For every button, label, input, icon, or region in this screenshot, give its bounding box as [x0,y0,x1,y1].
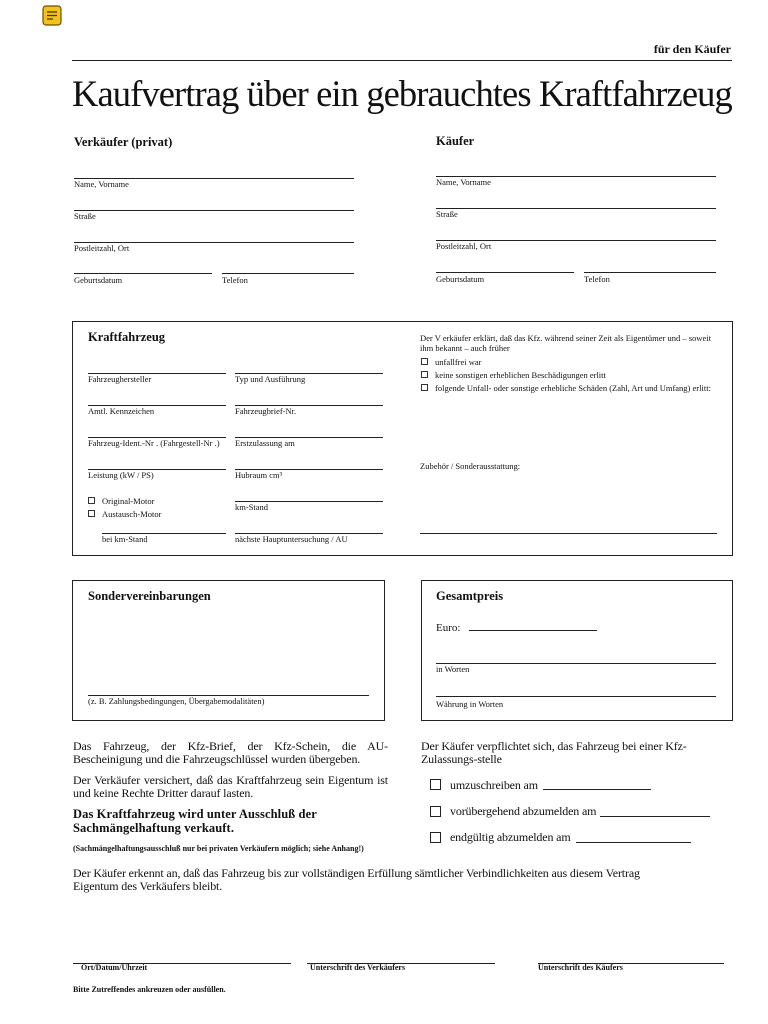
seller-name-label: Name, Vorname [74,179,129,189]
final-deregister-checkbox[interactable] [430,832,441,843]
displacement-label: Hubraum cm³ [235,470,283,480]
km-stand-label: km-Stand [235,502,269,512]
in-words-label: in Worten [436,664,470,674]
temp-deregister-label: vorübergehend abzumelden am [450,804,597,818]
seller-street-label: Straße [74,211,96,221]
exchange-engine-label: Austausch-Motor [102,509,162,519]
currency-words-line[interactable] [436,696,716,697]
ownership-text: Der Verkäufer versichert, daß das Kraftfahrzeug sein Eigentum ist und keine Rechte Dritter darauf lasten. [73,773,388,800]
special-hint: (z. B. Zahlungsbedingungen, Übergabemodalitäten) [88,696,265,706]
seller-signature-label: Unterschrift des Verkäufers [310,963,406,972]
exchange-engine-checkbox[interactable] [88,510,95,517]
place-date-label: Ort/Datum/Uhrzeit [81,963,148,972]
reregister-checkbox[interactable] [430,779,441,790]
euro-label: Euro: [436,622,461,634]
accident-free-label: unfallfrei war [435,357,482,367]
buyer-street-line[interactable] [436,208,716,209]
first-reg-label: Erstzulassung am [235,438,295,448]
temp-deregister-line[interactable] [600,816,710,817]
reregister-label: umzuschreiben am [450,778,538,792]
buyer-name-label: Name, Vorname [436,177,491,187]
header-rule [72,60,732,61]
page-title: Kaufvertrag über ein gebrauchtes Kraftfahrzeug [72,73,732,114]
plate-label: Amtl. Kennzeichen [88,406,155,416]
letter-no-label: Fahrzeugbrief-Nr. [235,406,297,416]
euro-line[interactable] [469,630,597,631]
power-label: Leistung (kW / PS) [88,470,154,480]
retention-text: Der Käufer erkennt an, daß das Fahrzeug bis zur vollständigen Erfüllung sämtlicher Verbindlichkeiten aus diesem Vertrag Eigentum des Verkäufers bleibt. [73,866,640,893]
copy-label: für den Käufer [653,42,731,56]
accessories-line[interactable] [420,533,717,534]
next-inspection-label: nächste Hauptuntersuchung / AU [235,534,348,544]
sticky-note-icon[interactable] [42,5,62,27]
buyer-signature-label: Unterschrift des Käufers [538,963,623,972]
footer-instruction: Bitte Zutreffendes ankreuzen oder ausfüllen. [73,985,226,994]
buyer-city-label: Postleitzahl, Ort [436,241,492,251]
final-deregister-line[interactable] [576,842,691,843]
no-damage-checkbox[interactable] [421,371,428,378]
accident-free-checkbox[interactable] [421,358,428,365]
manufacturer-label: Fahrzeughersteller [88,374,152,384]
seller-street-line[interactable] [74,210,354,211]
buyer-phone-line[interactable] [584,272,716,273]
temp-deregister-checkbox[interactable] [430,806,441,817]
accessories-label: Zubehör / Sonderausstattung: [420,461,521,471]
buyer-obligation-text: Der Käufer verpflichtet sich, das Fahrzeug bei einer Kfz-Zulassungs-stelle [421,739,687,766]
reregister-line[interactable] [543,789,651,790]
in-words-line[interactable] [436,663,716,664]
no-damage-label: keine sonstigen erheblichen Beschädigungen erlitt [435,370,606,380]
seller-birthdate-line[interactable] [74,273,212,274]
handover-text: Das Fahrzeug, der Kfz-Brief, der Kfz-Schein, die AU-Bescheinigung und die Fahrzeugschlüssel wurden übergeben. [73,739,388,766]
price-heading: Gesamtpreis [436,589,504,603]
currency-words-label: Währung in Worten [436,699,504,709]
warranty-exclusion-text: Das Kraftfahrzeug wird unter Ausschluß der Sachmängelhaftung verkauft. [73,807,317,835]
buyer-heading: Käufer [436,134,475,148]
seller-birthdate-label: Geburtsdatum [74,275,123,285]
damage-checkbox[interactable] [421,384,428,391]
buyer-birthdate-label: Geburtsdatum [436,274,485,284]
vin-label: Fahrzeug-Ident.-Nr . (Fahrgestell-Nr .) [88,438,220,448]
damage-label: folgende Unfall- oder sonstige erhebliche Schäden (Zahl, Art und Umfang) erlitt: [435,383,711,393]
type-label: Typ und Ausführung [235,374,306,384]
original-engine-checkbox[interactable] [88,497,95,504]
buyer-phone-label: Telefon [584,274,610,284]
seller-city-label: Postleitzahl, Ort [74,243,130,253]
seller-phone-label: Telefon [222,275,248,285]
at-km-label: bei km-Stand [102,534,148,544]
warranty-note: (Sachmängelhaftungsausschluß nur bei privaten Verkäufern möglich; siehe Anhang!) [73,844,364,853]
accident-declaration: Der V erkäufer erklärt, daß das Kfz. während seiner Zeit als Eigentümer und – soweit ihm bekannt – auch früher [420,333,711,353]
buyer-street-label: Straße [436,209,458,219]
special-heading: Sondervereinbarungen [88,589,211,603]
buyer-birthdate-line[interactable] [436,272,574,273]
final-deregister-label: endgültig abzumelden am [450,830,571,844]
seller-phone-line[interactable] [222,273,354,274]
original-engine-label: Original-Motor [102,496,155,506]
vehicle-heading: Kraftfahrzeug [88,330,166,344]
seller-heading: Verkäufer (privat) [74,135,173,149]
